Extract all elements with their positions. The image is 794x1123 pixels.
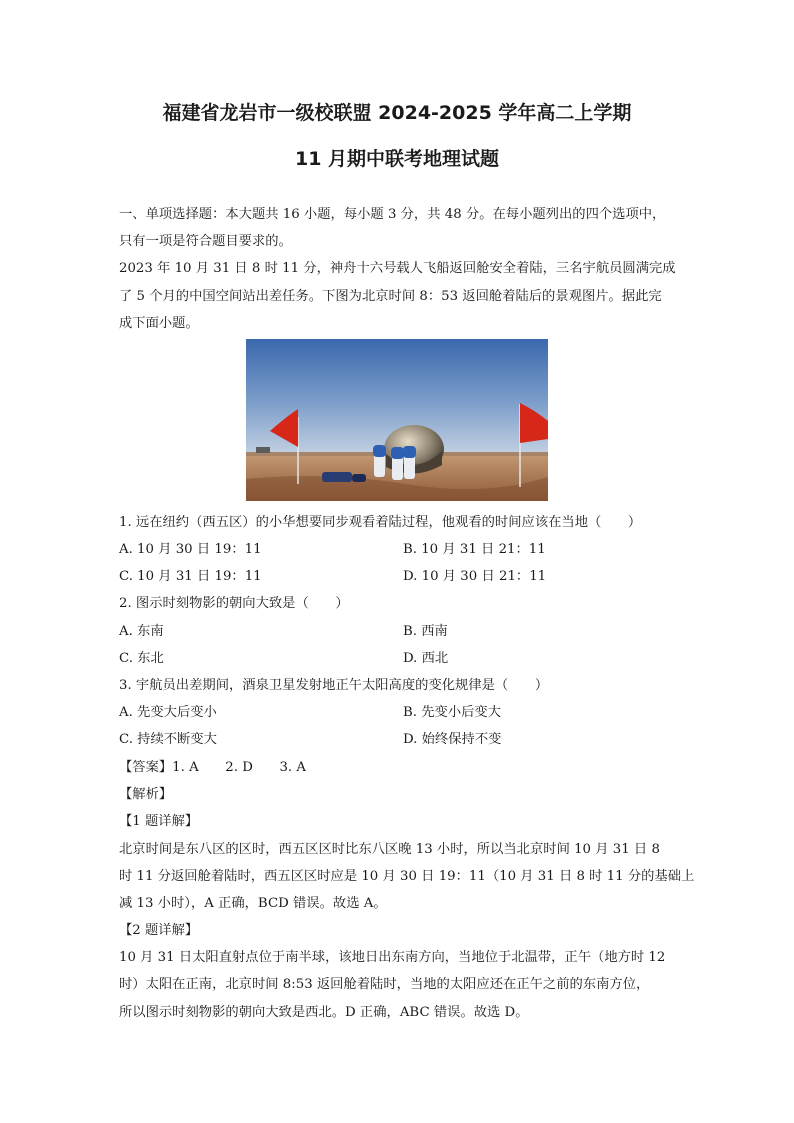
question-3-option-b: B. 先变小后变大: [403, 705, 502, 720]
landing-scene-illustration: [246, 339, 548, 501]
passage-line: 了 5 个月的中国空间站出差任务。下图为北京时间 8：53 返回舱着陆后的景观图片。据此完: [119, 289, 662, 304]
question-1-option-c: C. 10 月 31 日 19：11: [119, 569, 262, 584]
detail-1-text: 北京时间是东八区的区时，西五区区时比东八区晚 13 小时，所以当北京时间 10 月 31 日 8: [119, 842, 660, 857]
doc-title-line2: 11 月期中联考地理试题: [294, 148, 500, 170]
detail-2-heading: 【2 题详解】: [119, 923, 199, 938]
question-1-option-d: D. 10 月 30 日 21：11: [403, 569, 547, 584]
doc-title-line1: 福建省龙岩市一级校联盟 2024-2025 学年高二上学期: [162, 102, 632, 124]
analysis-heading: 【解析】: [119, 787, 173, 802]
question-2-option-d: D. 西北: [403, 651, 449, 666]
question-1-stem: 1. 远在纽约（西五区）的小华想要同步观看着陆过程，他观看的时间应该在当地（ ）: [119, 515, 642, 530]
question-3-stem: 3. 宇航员出差期间，酒泉卫星发射地正午太阳高度的变化规律是（ ）: [119, 678, 549, 693]
question-1-option-a: A. 10 月 30 日 19：11: [119, 542, 262, 557]
section-heading-cont: 只有一项是符合题目要求的。: [119, 234, 292, 249]
question-2-stem: 2. 图示时刻物影的朝向大致是（ ）: [119, 596, 349, 611]
passage-line: 成下面小题。: [119, 316, 199, 331]
question-3-option-d: D. 始终保持不变: [403, 732, 502, 747]
passage-line: 2023 年 10 月 31 日 8 时 11 分，神舟十六号载人飞船返回舱安全着陆，三名宇航员圆满完成: [119, 261, 676, 276]
detail-2-text: 10 月 31 日太阳直射点位于南半球，该地日出东南方向，当地位于北温带，正午（地方时 12: [119, 950, 666, 965]
question-3-option-a: A. 先变大后变小: [119, 705, 217, 720]
landing-capsule-photo: [246, 339, 548, 501]
detail-2-text: 所以图示时刻物影的朝向大致是西北。D 正确，ABC 错误。故选 D。: [119, 1005, 529, 1020]
detail-1-text: 时 11 分返回舱着陆时，西五区区时应是 10 月 30 日 19：11（10 月 31 日 8 时 11 分的基础上: [119, 869, 695, 884]
question-2-option-a: A. 东南: [119, 624, 164, 639]
detail-2-text: 时）太阳在正南，北京时间 8:53 返回舱着陆时，当地的太阳应还在正午之前的东南方位，: [119, 977, 650, 992]
question-3-option-c: C. 持续不断变大: [119, 732, 217, 747]
question-2-option-c: C. 东北: [119, 651, 164, 666]
detail-1-heading: 【1 题详解】: [119, 814, 199, 829]
section-heading: 一、单项选择题：本大题共 16 小题，每小题 3 分，共 48 分。在每小题列出的四个选项中，: [119, 207, 666, 222]
question-2-option-b: B. 西南: [403, 624, 448, 639]
question-1-option-b: B. 10 月 31 日 21：11: [403, 542, 546, 557]
detail-1-text: 减 13 小时），A 正确，BCD 错误。故选 A。: [119, 896, 387, 911]
answer-line: 【答案】1. A 2. D 3. A: [119, 760, 306, 775]
